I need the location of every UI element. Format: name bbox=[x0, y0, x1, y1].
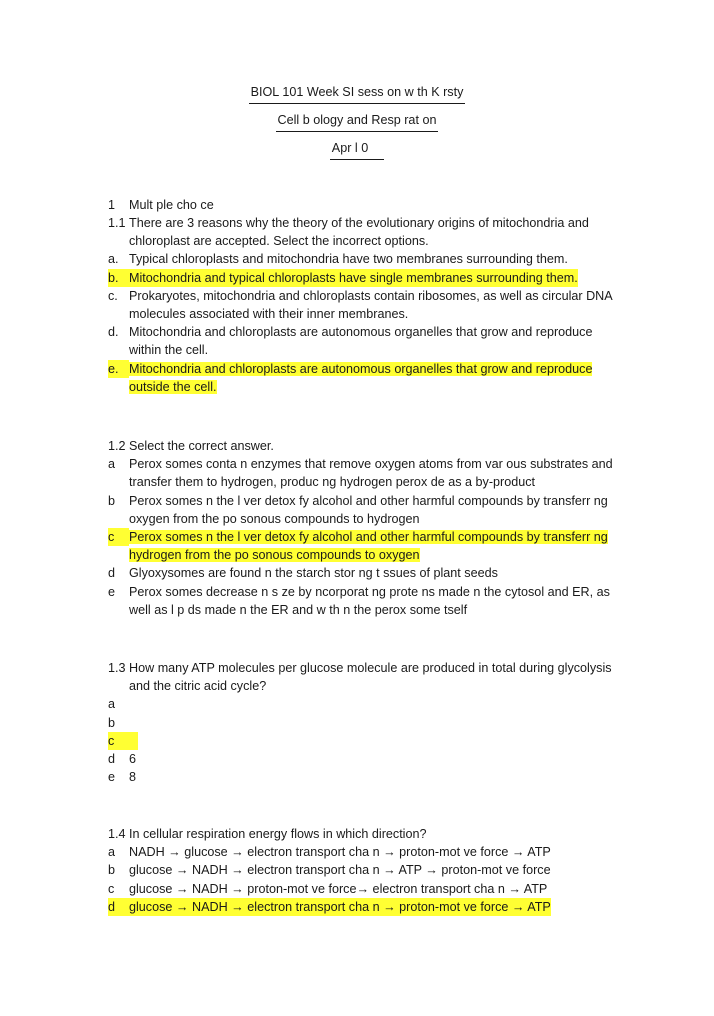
option-label: d bbox=[108, 898, 129, 916]
option-b bbox=[108, 714, 628, 732]
option-text bbox=[129, 714, 628, 732]
option-label: c. bbox=[108, 288, 118, 303]
option-text: Mitochondria and typical chloroplasts have single membranes surrounding them. bbox=[129, 269, 578, 287]
option-text: glucose → NADH → proton-mot ve force→ electron transport cha n → ATP bbox=[129, 881, 548, 896]
option-b bbox=[108, 861, 628, 879]
question-1-3 bbox=[108, 659, 628, 786]
question-stem bbox=[108, 659, 628, 695]
option-text-wrap bbox=[129, 360, 628, 396]
option-label: a bbox=[108, 697, 116, 712]
question-stem bbox=[108, 437, 628, 455]
option-label: b bbox=[108, 863, 116, 878]
option-text: NADH → glucose → electron transport cha n → proton-mot ve force → ATP bbox=[129, 845, 551, 860]
option-e bbox=[108, 583, 628, 619]
option-label: d. bbox=[108, 325, 119, 340]
question-stem bbox=[108, 214, 628, 250]
option-label: b. bbox=[108, 269, 129, 287]
option-text bbox=[138, 732, 628, 750]
option-text: Prokaryotes, mitochondria and chloroplasts contain ribosomes, as well as circular DNA molecules associated with their inner membranes. bbox=[129, 288, 612, 322]
question-number: 1.2 bbox=[108, 439, 126, 453]
option-text: Perox somes conta n enzymes that remove oxygen atoms from var ous substrates and transfer them to hydrogen, produc ng hydrogen perox de as a by-product bbox=[129, 457, 613, 490]
option-d bbox=[108, 750, 628, 768]
option-a bbox=[108, 843, 628, 861]
option-a bbox=[108, 695, 628, 713]
option-text: glucose → NADH → electron transport cha n → ATP → proton-mot ve force bbox=[129, 863, 551, 878]
option-text: 6 bbox=[129, 752, 137, 767]
option-c-highlighted bbox=[108, 528, 628, 564]
option-c-highlighted bbox=[108, 732, 628, 750]
option-e bbox=[108, 768, 628, 786]
option-c bbox=[108, 880, 628, 898]
question-1-2 bbox=[108, 437, 628, 619]
option-a bbox=[108, 455, 628, 491]
question-text: In cellular respiration energy flows in which direction? bbox=[129, 827, 427, 841]
option-label: c bbox=[108, 732, 138, 750]
header-subtitle: Cell b ology and Resp rat on bbox=[276, 111, 439, 132]
option-text: Glyoxysomes are found n the starch stor ng t ssues of plant seeds bbox=[129, 566, 498, 581]
option-d-highlighted bbox=[108, 898, 628, 916]
option-d bbox=[108, 564, 628, 582]
option-text-wrap bbox=[129, 528, 628, 564]
option-text: Perox somes decrease n s ze by ncorporat ng prote ns made n the cytosol and ER, as well as l p ds made n the ER and w th n the perox some tself bbox=[129, 584, 610, 617]
question-number: 1.1 bbox=[108, 216, 126, 230]
option-text: Perox somes n the l ver detox fy alcohol and other harmful compounds by transferr ng hydrogen from the po sonous compounds to oxygen bbox=[129, 530, 608, 563]
question-number: 1.4 bbox=[108, 827, 126, 841]
option-text: 8 bbox=[129, 770, 137, 785]
question-text: There are 3 reasons why the theory of the evolutionary origins of mitochondria and chloroplast are accepted. Select the incorrect options. bbox=[129, 216, 589, 249]
section-title: Mult ple cho ce bbox=[129, 198, 214, 212]
document-header bbox=[0, 83, 714, 167]
header-title: BIOL 101 Week SI sess on w th K rsty bbox=[249, 83, 466, 104]
question-text: How many ATP molecules per glucose molecule are produced in total during glycolysis and the citric acid cycle? bbox=[129, 661, 612, 694]
question-number: 1.3 bbox=[108, 661, 126, 675]
option-text: glucose → NADH → electron transport cha n → proton-mot ve force → ATP bbox=[129, 898, 551, 916]
question-1-4 bbox=[108, 825, 628, 916]
option-label: c bbox=[108, 528, 129, 546]
option-b-highlighted bbox=[108, 269, 628, 287]
option-label: d bbox=[108, 566, 116, 581]
option-label: e bbox=[108, 584, 116, 599]
option-text bbox=[129, 695, 628, 713]
question-stem bbox=[108, 825, 628, 843]
section-number: 1 bbox=[108, 198, 116, 212]
option-label: b bbox=[108, 715, 116, 730]
option-label: a bbox=[108, 845, 116, 860]
option-text: Mitochondria and chloroplasts are autonomous organelles that grow and reproduce within the cell. bbox=[129, 325, 593, 358]
option-d bbox=[108, 323, 628, 359]
option-a bbox=[108, 250, 628, 268]
question-text: Select the correct answer. bbox=[129, 439, 274, 453]
header-date: Apr l 0 bbox=[330, 139, 384, 160]
section-heading bbox=[108, 196, 628, 214]
option-label: d bbox=[108, 752, 116, 767]
option-text: Perox somes n the l ver detox fy alcohol and other harmful compounds by transferr ng oxygen from the po sonous compounds to hydrogen bbox=[129, 493, 608, 526]
option-b bbox=[108, 492, 628, 528]
option-label: e bbox=[108, 770, 116, 785]
question-1-1 bbox=[108, 214, 628, 396]
option-label: b bbox=[108, 493, 116, 508]
option-e-highlighted bbox=[108, 360, 628, 396]
option-label: a. bbox=[108, 252, 119, 267]
option-label: c bbox=[108, 881, 115, 896]
option-text: Mitochondria and chloroplasts are autonomous organelles that grow and reproduce outside the cell. bbox=[129, 361, 593, 394]
option-text: Typical chloroplasts and mitochondria have two membranes surrounding them. bbox=[129, 252, 568, 267]
option-label: e. bbox=[108, 360, 129, 378]
option-label: a bbox=[108, 457, 116, 472]
option-c bbox=[108, 287, 628, 323]
